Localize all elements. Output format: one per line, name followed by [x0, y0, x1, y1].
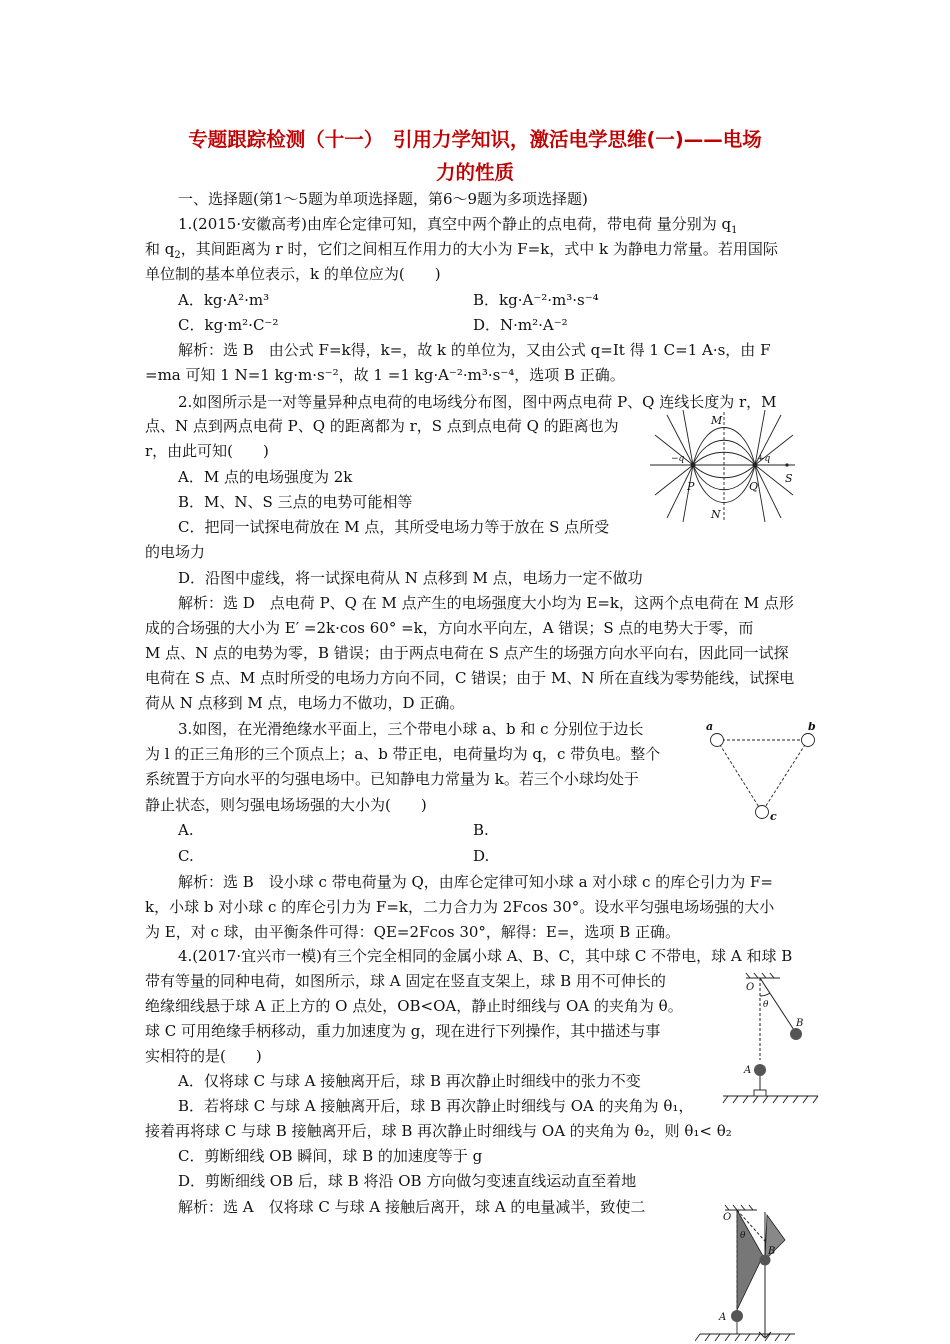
title-line-1: 专题跟踪检测（十一） 引用力学知识，激活电学思维(一)——电场 [188, 128, 762, 151]
q3-line-2: 为 l 的正三角形的三个顶点上；a、b 带正电，电荷量均为 q，c 带负电。整个 [145, 745, 661, 763]
q4-option-a: A．仅将球 C 与球 A 接触离开后，球 B 再次静止时细线中的张力不变 [178, 1072, 641, 1090]
q3-line-3: 系统置于方向水平的匀强电场中。已知静电力常量为 k。若三个小球均处于 [145, 770, 639, 788]
q3-option-b: B. [473, 821, 489, 839]
q3-answer-1: 解析：选 B 设小球 c 带电荷量为 Q，由库仑定律可知小球 a 对小球 c 的库仑引力为 F= [178, 873, 773, 891]
fig-label-p: P [687, 480, 695, 493]
q3-option-d: D. [473, 847, 490, 865]
q4-line-1: 4.(2017·宜兴市一模)有三个完全相同的金属小球 A、B、C，其中球 C 不带电，球 A 和球 B [178, 947, 793, 965]
q1-answer-1: 解析：选 B 由公式 F=k得，k=，故 k 的单位为，又由公式 q=It 得 1 C=1 A·s，由 F [178, 341, 771, 359]
q4-option-b-1: B．若将球 C 与球 A 接触离开后，球 B 再次静止时细线与 OA 的夹角为 θ₁， [178, 1097, 694, 1115]
q2-answer-2: 成的合场强的大小为 E′ =2k·cos 60° =k，方向水平向左，A 错误；S 点的电势大于零，而 [145, 619, 754, 637]
q1-option-c: C．kg·m²·C⁻² [178, 316, 279, 334]
q4-line-2: 带有等量的同种电荷，如图所示，球 A 固定在竖直支架上，球 B 用不可伸长的 [145, 972, 666, 990]
fig2-label-b: B [768, 1246, 776, 1257]
q1-answer-2: =ma 可知 1 N=1 kg·m·s⁻²，故 1 =1 kg·A⁻²·m³·s⁻⁴，选项 B 正确。 [145, 366, 625, 384]
fig-label-a: a [706, 722, 714, 733]
q3-line-4: 静止状态，则匀强电场场强的大小为( ) [145, 796, 427, 814]
q3-option-a: A. [178, 821, 194, 839]
fig1-label-theta: θ [763, 1000, 769, 1010]
q1-line-2: 和 $q_2$，其间距离为 r 时，它们之间相互作用力的大小为 F=k，式中 k 为静电力常量。若用国际 [145, 240, 778, 261]
fig-label-s: S [785, 472, 793, 485]
q4-answer-1: 解析：选 A 仅将球 C 与球 A 接触后离开，球 A 的电量减半，致使二 [178, 1198, 646, 1216]
q4-option-d: D．剪断细线 OB 后，球 B 将沿 OB 方向做匀变速直线运动直至着地 [178, 1172, 637, 1190]
q1-line-1: 1.(2015·安徽高考)由库仑定律可知，真空中两个静止的点电荷，带电荷 量分别为 $q_1$ [178, 215, 738, 236]
q3-answer-2: k，小球 b 对小球 c 的库仑引力为 F=k，二力合力为 2Fcos 30°。设水平匀强电场场强的大小 [145, 898, 775, 916]
q1-line-3: 单位制的基本单位表示，k 的单位应为( ) [145, 265, 441, 283]
q2-answer-1: 解析：选 D 点电荷 P、Q 在 M 点产生的电场强度大小均为 E=k，这两个点电荷在 M 点形 [178, 594, 794, 612]
q3-line-1: 3.如图，在光滑绝缘水平面上，三个带电小球 a、b 和 c 分别位于边长 [178, 720, 644, 738]
q2-line-1: 2.如图所示是一对等量异种点电荷的电场线分布图，图中两点电荷 P、Q 连线长度为 r，M [178, 393, 777, 411]
q1-option-d: D．N·m²·A⁻² [473, 316, 568, 334]
q2-answer-4: 电荷在 S 点、M 点时所受的电场力方向不同，C 错误；由于 M、N 所在直线为零势能线，试探电 [145, 669, 795, 687]
triangle-charges-figure [700, 722, 830, 827]
q2-answer-3: M 点、N 点的电势为零，B 错误；由于两点电荷在 S 点产生的场强方向水平向右，因此同一试探 [145, 644, 789, 662]
electric-field-figure [645, 410, 805, 526]
q2-line-2: 点、N 点到两点电荷 P、Q 的距离都为 r，S 点到点电荷 Q 的距离也为 [145, 417, 619, 435]
q4-option-b-2: 接着再将球 C 与球 B 接触离开后，球 B 再次静止时细线与 OA 的夹角为 θ₂，则 θ₁< θ₂ [145, 1122, 732, 1140]
q3-answer-3: 为 E，对 c 球，由平衡条件可得：QE=2Fcos 30°，解得：E=，选项 B 正确。 [145, 923, 680, 941]
q4-line-4: 球 C 可用绝缘手柄移动，重力加速度为 g，现在进行下列操作，其中描述与事 [145, 1022, 661, 1040]
q1-option-b: B．kg·A⁻²·m³·s⁻⁴ [473, 291, 599, 309]
fig-label-q: Q [749, 480, 759, 493]
force-triangle-figure [695, 1200, 805, 1344]
q2-answer-5: 荷从 N 点移到 M 点，电场力不做功，D 正确。 [145, 694, 465, 712]
q2-option-d: D．沿图中虚线，将一试探电荷从 N 点移到 M 点，电场力一定不做功 [178, 569, 643, 587]
fig-label-plus-q: +q [757, 454, 771, 464]
fig1-label-b: B [796, 1018, 804, 1029]
q2-option-b: B．M、N、S 三点的电势可能相等 [178, 493, 413, 511]
fig1-label-a: A [744, 1065, 752, 1076]
pendulum-figure [718, 972, 823, 1112]
q3-option-c: C. [178, 847, 194, 865]
q4-option-c: C．剪断细线 OB 瞬间，球 B 的加速度等于 g [178, 1147, 483, 1165]
fig2-label-theta: θ [740, 1231, 746, 1241]
fig-label-n: N [711, 508, 721, 521]
fig-label-c: c [770, 810, 777, 823]
fig-label-m: M [711, 414, 723, 427]
q4-line-3: 绝缘细线悬于球 A 正上方的 O 点处，OB<OA，静止时细线与 OA 的夹角为 θ。 [145, 997, 683, 1015]
q2-option-c-2: 的电场力 [145, 543, 206, 561]
fig-label-minus-q: −q [671, 454, 685, 464]
q2-option-a: A．M 点的电场强度为 2k [178, 468, 353, 486]
fig2-label-o: O [723, 1212, 732, 1223]
q2-line-3: r，由此可知( ) [145, 442, 269, 460]
q2-option-c-1: C．把同一试探电荷放在 M 点，其所受电场力等于放在 S 点所受 [178, 518, 610, 536]
title-line-2: 力的性质 [435, 161, 514, 184]
q1-option-a: A．kg·A²·m³ [178, 291, 270, 309]
fig-label-b: b [808, 722, 816, 733]
section-heading: 一、选择题(第1～5题为单项选择题，第6～9题为多项选择题) [178, 190, 588, 208]
q4-line-5: 实相符的是( ) [145, 1047, 262, 1065]
fig1-label-o: O [746, 982, 755, 993]
fig2-label-a: A [719, 1312, 727, 1323]
